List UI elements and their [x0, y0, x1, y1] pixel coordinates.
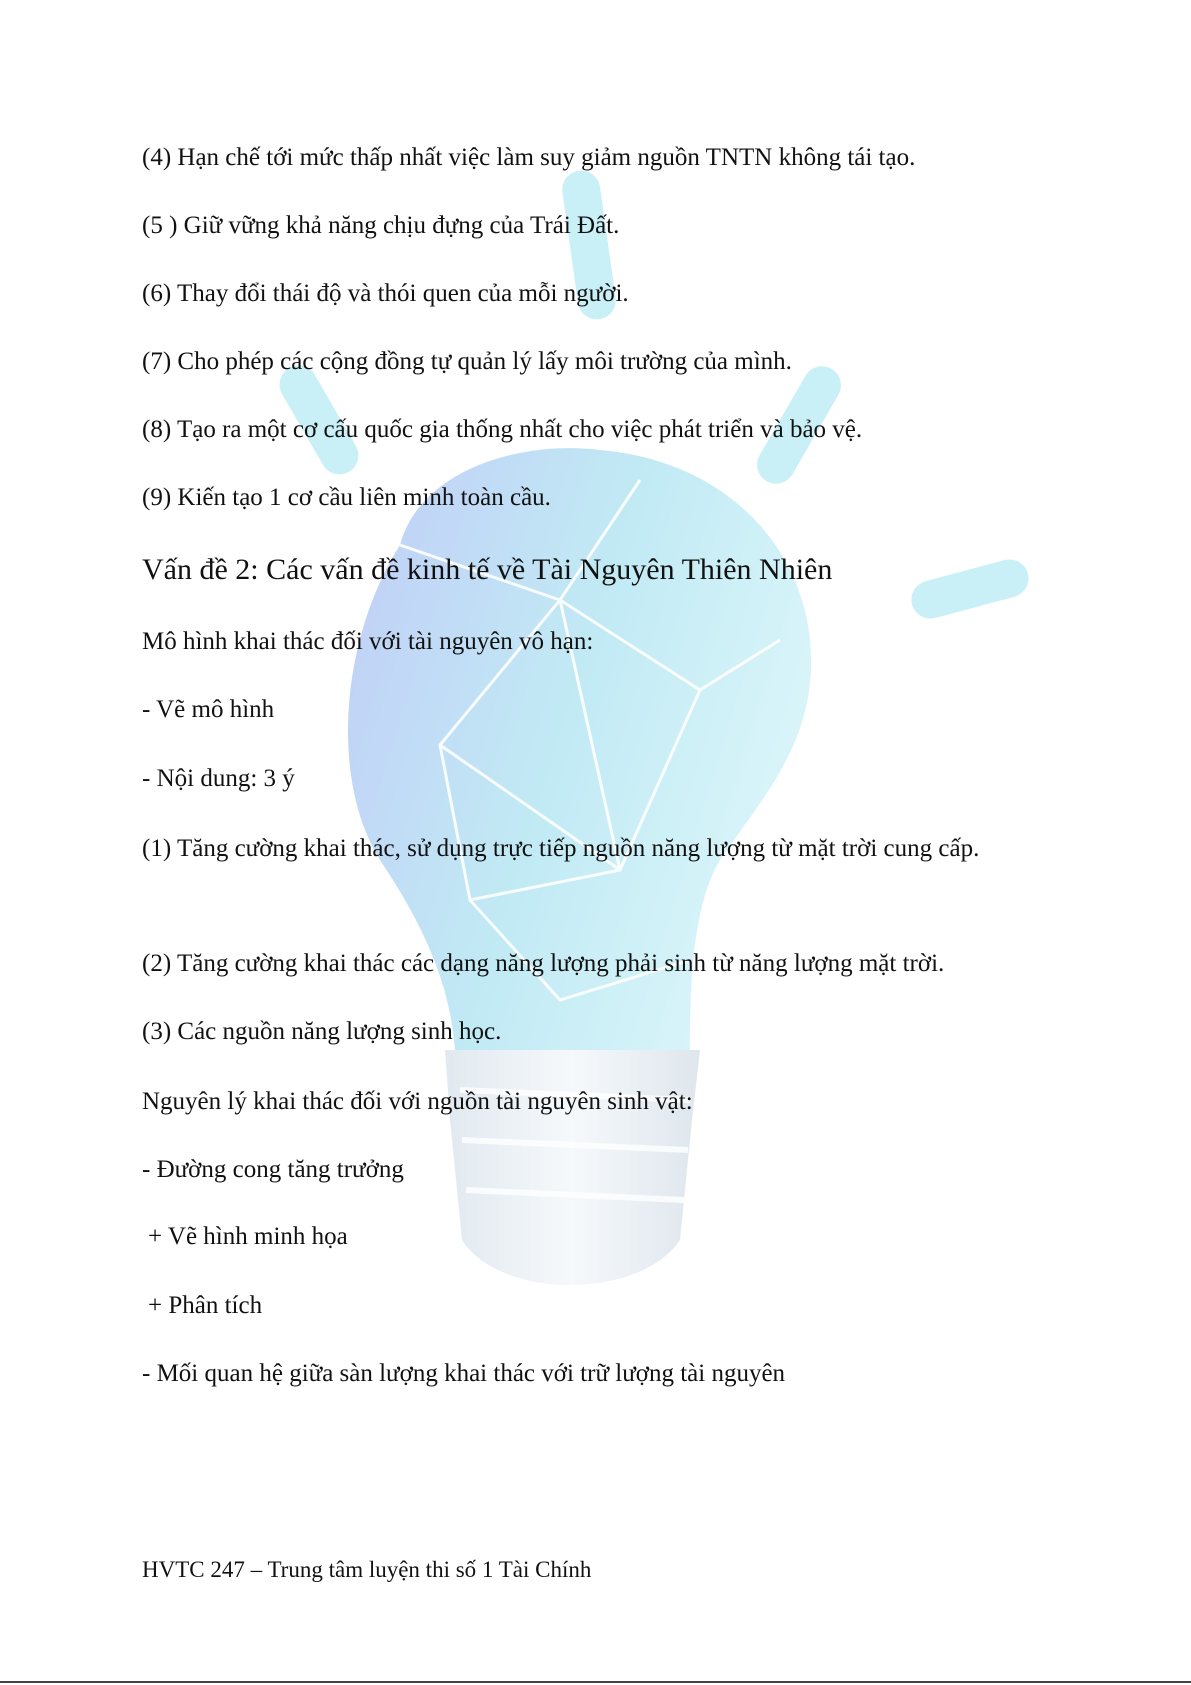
list-item: (7) Cho phép các cộng đồng tự quản lý lấy môi trường của mình.	[142, 348, 792, 375]
list-item: - Vẽ mô hình	[142, 696, 275, 723]
list-item: - Nội dung: 3 ý	[142, 765, 295, 792]
page-footer: HVTC 247 – Trung tâm luyện thi số 1 Tài Chính	[142, 1557, 592, 1582]
list-item: + Phân tích	[148, 1292, 263, 1319]
list-item: (3) Các nguồn năng lượng sinh học.	[142, 1018, 502, 1045]
list-item: (6) Thay đổi thái độ và thói quen của mỗi người.	[142, 280, 629, 307]
list-item: - Đường cong tăng trưởng	[142, 1156, 404, 1183]
section-heading: Vấn đề 2: Các vấn đề kinh tế về Tài Nguyên Thiên Nhiên	[142, 553, 833, 586]
list-item: (8) Tạo ra một cơ cấu quốc gia thống nhất cho việc phát triển và bảo vệ.	[142, 416, 863, 443]
list-item: (9) Kiến tạo 1 cơ cầu liên minh toàn cầu.	[142, 484, 551, 511]
list-item: (4) Hạn chế tới mức thấp nhất việc làm suy giảm nguồn TNTN không tái tạo.	[142, 144, 916, 171]
paragraph: Mô hình khai thác đối với tài nguyên vô hạn:	[142, 628, 594, 655]
list-item: (1) Tăng cường khai thác, sử dụng trực tiếp nguồn năng lượng từ mặt trời cung cấp.	[142, 835, 980, 862]
footer-divider	[0, 1681, 1191, 1683]
paragraph: Nguyên lý khai thác đối với nguồn tài nguyên sinh vật:	[142, 1088, 693, 1115]
list-item: - Mối quan hệ giữa sàn lượng khai thác với trữ lượng tài nguyên	[142, 1360, 786, 1387]
list-item: (5 ) Giữ vững khả năng chịu đựng của Trái Đất.	[142, 212, 620, 239]
list-item: + Vẽ hình minh họa	[148, 1223, 348, 1250]
list-item: (2) Tăng cường khai thác các dạng năng lượng phải sinh từ năng lượng mặt trời.	[142, 950, 945, 977]
